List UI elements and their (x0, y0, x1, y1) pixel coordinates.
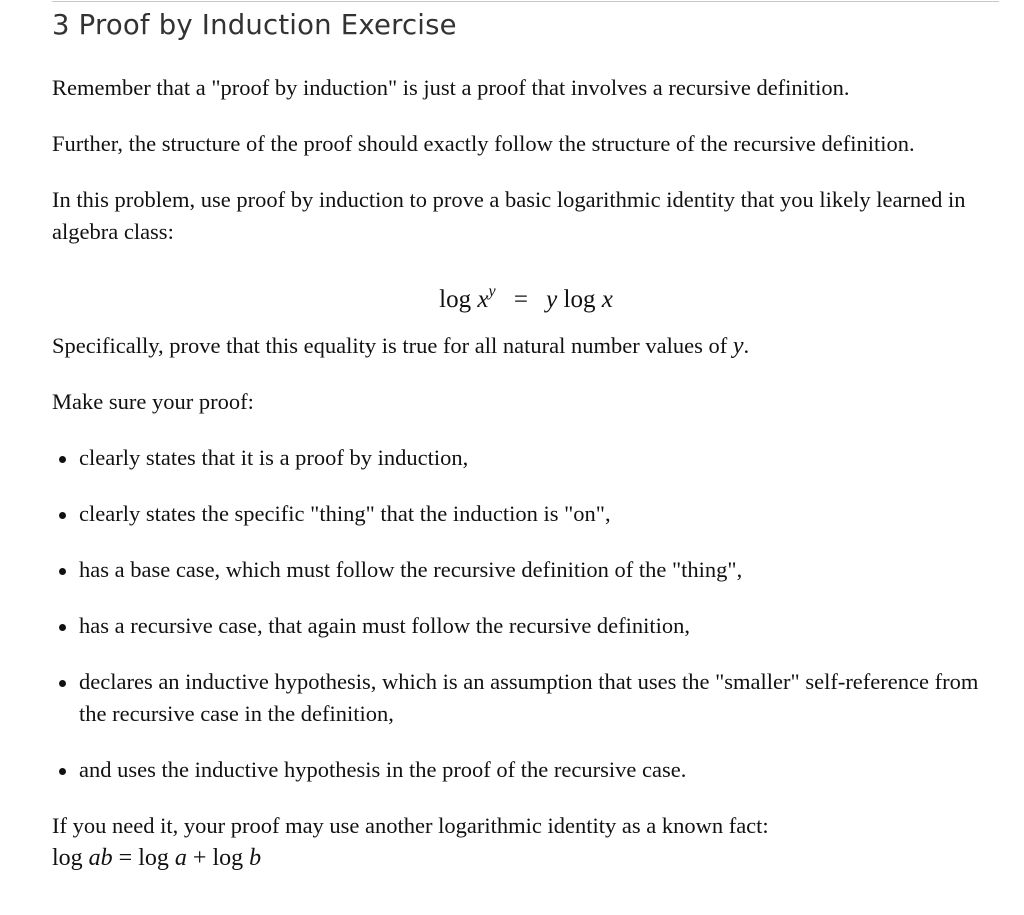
identity-lhs-log: log (439, 286, 472, 313)
specific-period: . (743, 333, 750, 358)
list-item: clearly states the specific "thing" that the induction is "on", (79, 498, 982, 530)
intro-paragraph: Remember that a "proof by induction" is just a proof that involves a recursive definition. (52, 75, 850, 100)
known-fact-paragraph (52, 810, 982, 874)
known-fact-plus: + (192, 845, 207, 871)
identity-lhs-exponent: y (488, 283, 496, 300)
checklist-intro: Make sure your proof: (52, 389, 254, 414)
known-fact-equation (52, 845, 261, 871)
known-fact-equals: = (118, 845, 133, 871)
identity-lhs-base: x (477, 286, 489, 313)
problem-paragraph: In this problem, use proof by induction to prove a basic logarithmic identity that you likely learned in algebra class: (52, 187, 966, 244)
known-fact-log-1: log (52, 845, 83, 871)
known-fact-log-2: log (138, 845, 169, 871)
list-item: and uses the inductive hypothesis in the proof of the recursive case. (79, 754, 982, 786)
known-fact-arg-1: ab (88, 845, 113, 871)
specific-variable: y (732, 333, 744, 359)
structure-paragraph: Further, the structure of the proof should exactly follow the structure of the recursive definition. (52, 131, 915, 156)
known-fact-arg-3: b (249, 845, 262, 871)
requirements-list (52, 442, 982, 786)
specific-paragraph (52, 330, 982, 362)
list-item: has a base case, which must follow the recursive definition of the "thing", (79, 554, 982, 586)
identity-equals: = (513, 286, 528, 313)
list-item: clearly states that it is a proof by induction, (79, 442, 982, 474)
identity-equation (52, 272, 982, 312)
specific-text: Specifically, prove that this equality is true for all natural number values of (52, 333, 733, 358)
known-fact-intro: If you need it, your proof may use another logarithmic identity as a known fact: (52, 813, 769, 838)
identity-rhs-coefficient: y (546, 286, 558, 313)
identity-rhs-arg: x (601, 286, 613, 313)
known-fact-arg-2: a (174, 845, 187, 871)
list-item: has a recursive case, that again must follow the recursive definition, (79, 610, 982, 642)
list-item: declares an inductive hypothesis, which is an assumption that uses the "smaller" self-reference from the recursive case in the definition, (79, 666, 982, 730)
document-body (52, 0, 982, 874)
section-heading: 3 Proof by Induction Exercise (52, 9, 457, 41)
identity-rhs-log: log (563, 286, 596, 313)
known-fact-log-3: log (212, 845, 244, 871)
